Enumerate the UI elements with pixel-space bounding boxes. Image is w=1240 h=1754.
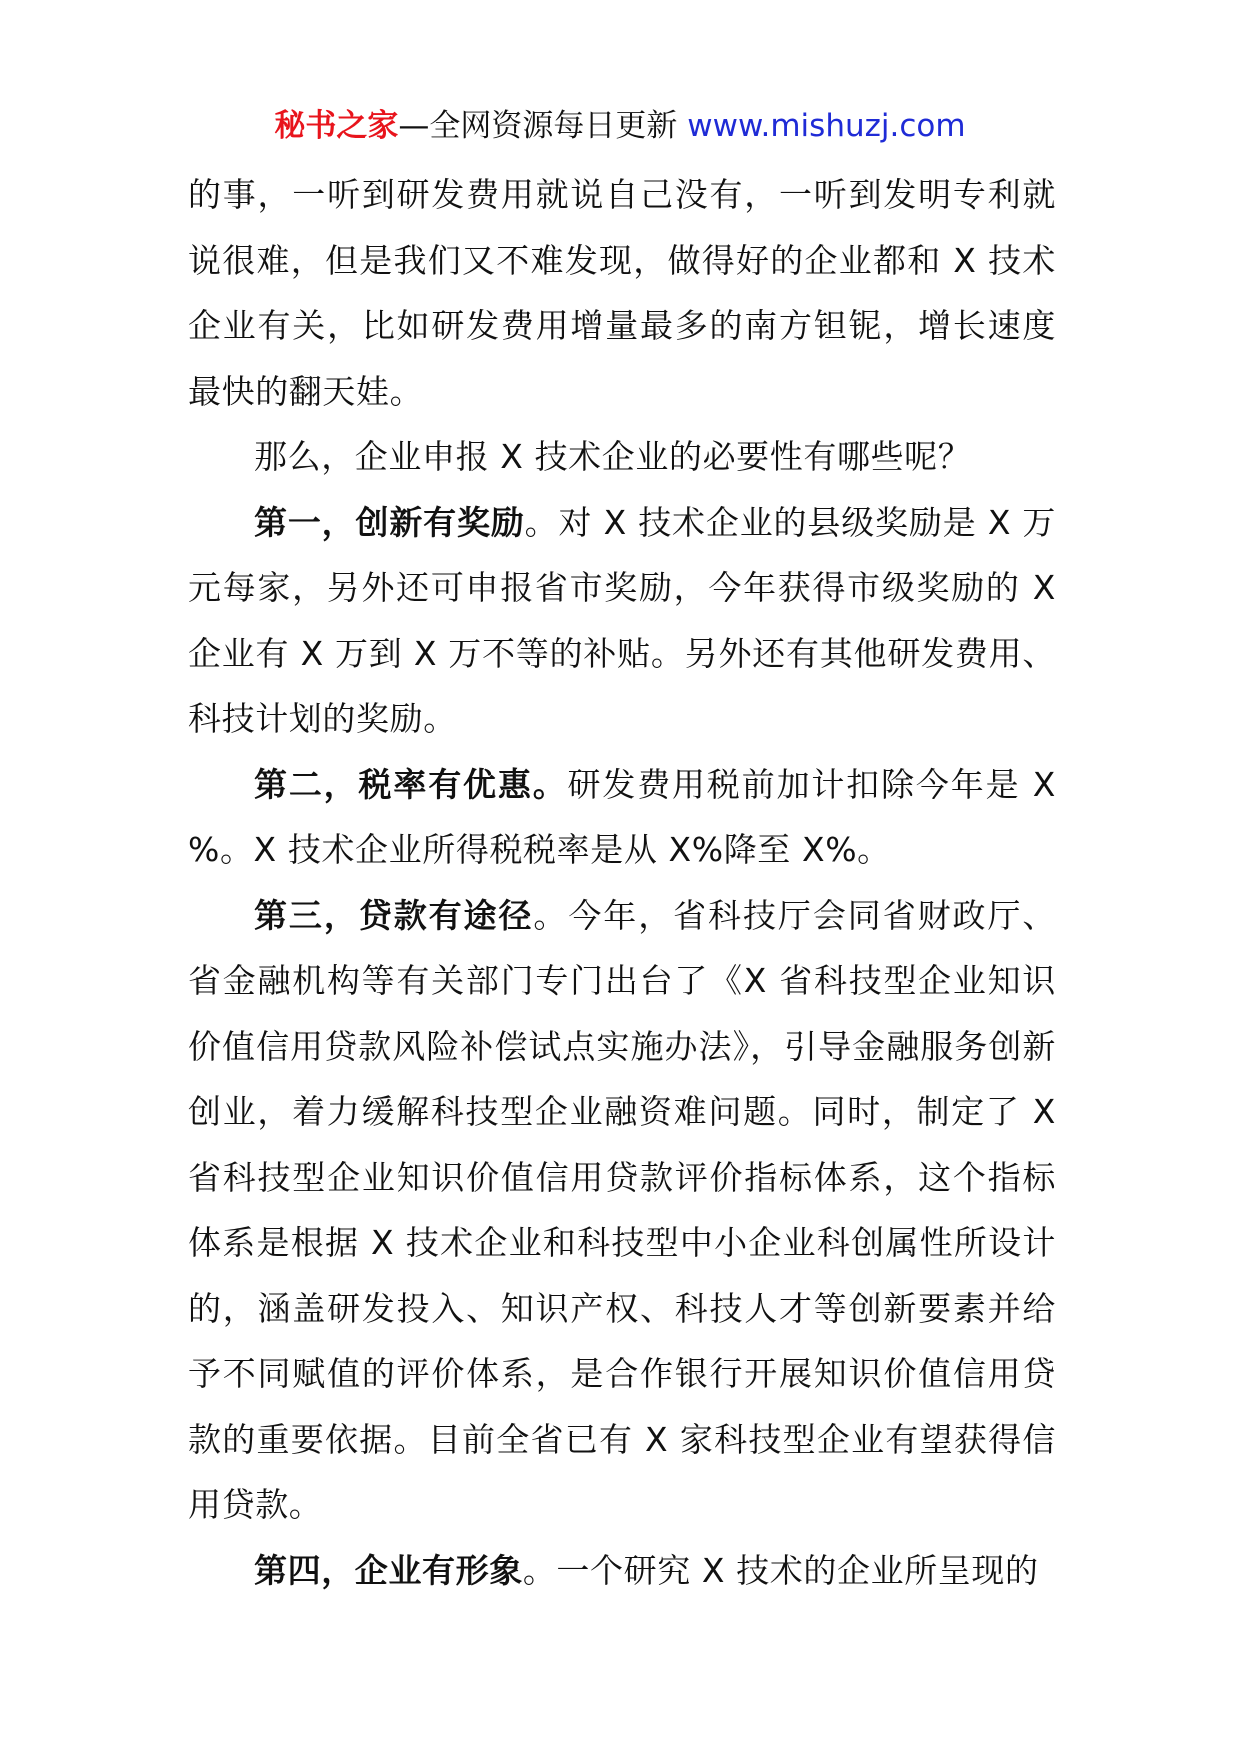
paragraph-lead: 第三，贷款有途径 bbox=[254, 895, 534, 935]
paragraph-lead: 第一，创新有奖励 bbox=[254, 502, 525, 542]
page-header bbox=[0, 104, 1240, 148]
paragraph-lead: 第四，企业有形象 bbox=[254, 1550, 523, 1590]
paragraph-point-2 bbox=[188, 752, 1056, 883]
paragraph-point-4 bbox=[188, 1538, 1056, 1604]
paragraph-continuation bbox=[188, 162, 1056, 424]
document-body bbox=[188, 162, 1056, 1603]
paragraph-question bbox=[188, 424, 1056, 490]
paragraph-text: 。今年，省科技厅会同省财政厅、省金融机构等有关部门专门出台了《X 省科技型企业知识价值信用贷款风险补偿试点实施办法》，引导金融服务创新创业，着力缓解科技型企业融资难问题。同时，制定了 X 省科技型企业知识价值信用贷款评价指标体系，这个指标体系是根据 X 技术企业和科技型中小企业科创属性所设计的，涵盖研发投入、知识产权、科技人才等创新要素并给予不同赋值的评价体系，是合作银行开展知识价值信用贷款的重要依据。目前全省已有 X 家科技型企业有望获得信用贷款。 bbox=[188, 895, 1056, 1524]
brand-name: 秘书之家 bbox=[274, 108, 399, 144]
paragraph-text: 研发费用税前加计扣除今年是 X %。X 技术企业所得税税率是从 X%降至 X%。 bbox=[188, 764, 1056, 869]
paragraph-lead: 第二，税率有优惠。 bbox=[254, 764, 568, 804]
paragraph-point-3 bbox=[188, 883, 1056, 1538]
paragraph-text: 那么，企业申报 X 技术企业的必要性有哪些呢？ bbox=[254, 437, 972, 476]
paragraph-text: 。一个研究 X 技术的企业所呈现的 bbox=[522, 1550, 1039, 1590]
header-slogan: —全网资源每日更新 bbox=[398, 108, 678, 144]
site-url-link[interactable]: www.mishuzj.com bbox=[687, 108, 966, 144]
paragraph-text: 。对 X 技术企业的县级奖励是 X 万元每家，另外还可申报省市奖励，今年获得市级奖励的 X 企业有 X 万到 X 万不等的补贴。另外还有其他研发费用、科技计划的奖励。 bbox=[188, 502, 1056, 738]
paragraph-text: 的事，一听到研发费用就说自己没有，一听到发明专利就说很难，但是我们又不难发现，做得好的企业都和 X 技术企业有关，比如研发费用增量最多的南方钽铌，增长速度最快的翻天娃。 bbox=[188, 175, 1056, 411]
paragraph-point-1 bbox=[188, 490, 1056, 752]
